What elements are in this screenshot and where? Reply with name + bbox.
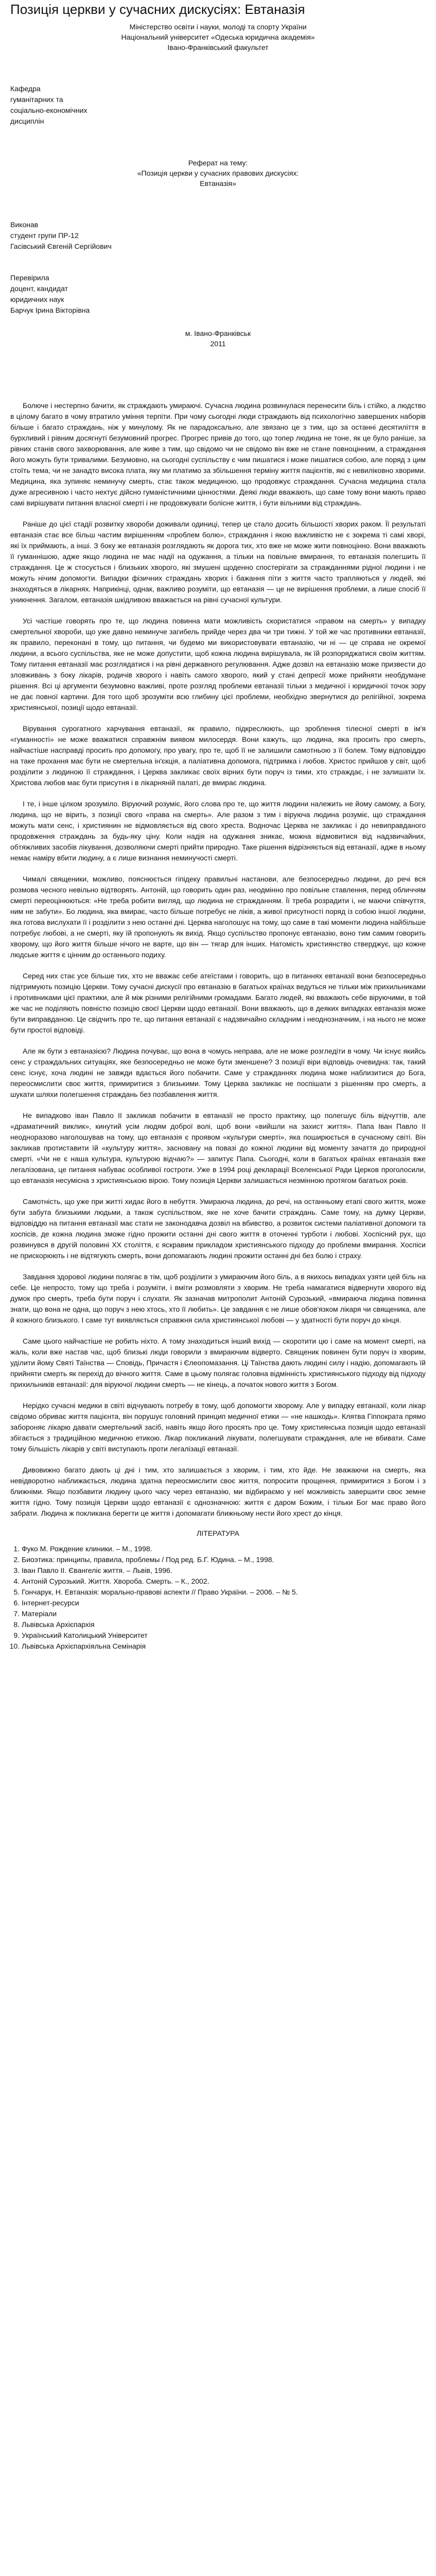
author-name: Гасівський Євгеній Сергійович [10, 242, 112, 250]
literature-list [22, 1544, 426, 1652]
department-line: Кафедра [10, 84, 41, 93]
department-block [10, 83, 426, 127]
reviewer-degree: доцент, кандидат [10, 284, 68, 293]
literature-item: 4. Антоній Сурозький. Життя. Хвороба. Смерть. – К., 2002. [22, 1576, 426, 1587]
header-university: Національний університет «Одеська юридична академія» [121, 33, 315, 41]
essay-label: Реферат на тему: [188, 159, 248, 167]
department-line: гуманітарних та [10, 95, 63, 104]
literature-item: 6. Інтернет-ресурси [22, 1598, 426, 1608]
literature-item: 9. Український Католицький Університет [22, 1630, 426, 1641]
page-title: Позиція церкви у сучасних дискусіях: Евтаназія [10, 2, 305, 17]
body-paragraph: Усі частіше говорять про те, що людина повинна мати можливість скористатися «правом на смерть» у випадку смертельної хвороби, що уже давно неминуче загибель прийде через два чи три тижні. У той же час противники евтаназії, як правило, переконані в тому, що питання, чи будемо ми використовувати евтаназію, чи ні — це справа не окремої людини, а всього суспільства, яке не може допустити, щоб кожна людина вирішувала, як їй розпоряджатися своїм життям. Тому питання евтаназії має розглядатися і на рівні державного регулювання. Адже дозвіл на евтаназію може призвести до зловживань з боку лікарів, родичів хворого і навіть самого хворого, який у стані депресії може прийняти необдумане рішення. Всі ці аргументи безумовно важливі, проте розгляд проблеми евтаназії тільки з медичної і юридичної точок зору не дає повної картини. Для того щоб зрозуміти всю глибину цієї проблеми, необхідно звернутися до релігійної, зокрема християнської, позиції щодо евтаназії. [10, 617, 426, 711]
body-paragraph: Дивовижно багато дають ці дні і тим, хто залишається з хворим, і тим, хто йде. Не зважаючи на смерть, яка невідворотно наближається, людина здатна переосмислити своє життя, попросити прощення, примиритися з Богом і з ближніми. Якщо позбавити людину цього часу через евтаназію, ми відбираємо у неї можливість завершити своє земне життя гідно. Тому позиція Церкви щодо евтаназії є однозначною: життя є даром Божим, і тільки Бог має право його забрати. Людина ж покликана берегти це життя і допомагати ближньому нести його хрест до кінця. [10, 1466, 426, 1517]
reviewer-label: Перевірила [10, 274, 49, 282]
body-paragraph: Чималі священики, можливо, пояснюється гіпідеку правильні настанови, але безпосередньо людини, до речі вся розмова чесного невільно відтворять. Антоній, що говорить один раз, неодмінно про повільне ставлення, перед обличчям смерті переоцінюються: «Не треба робити вигляд, що людина не стражданням. Її треба розрадити і, не маючи співчуття, ним не забути». Бо людина, яка вмирає, часто більше потребує не ліків, а живої присутності поряд із собою іншої людини, яка готова вислухати її і розділити з нею останні дні. Церква наголошує на тому, що саме в такі моменти людина найбільше потребує любові, а не смерті, яку їй пропонують як вихід. Якщо суспільство пропонує евтаназію, воно тим самим говорить хворому, що його життя більше нічого не варте, що він — тягар для інших. Натомість християнство стверджує, що кожне людське життя є цінним до останнього подиху. [10, 875, 426, 959]
body-paragraph: Серед них стає усе більше тих, хто не вважає себе атеїстами і говорить, що в питаннях евтаназії вони безпосередньо підтримують позицію Церкви. Тому сучасні дискусії про евтаназію в багатьох країнах ведуться не тільки між прихильниками і противниками цієї практики, але й між різними релігійними громадами. Багато людей, які вважають себе віруючими, в той же час не поділяють повністю позицію своєї Церкви щодо евтаназії. Вони вважають, що в деяких випадках евтаназія може бути виправданою. Це свідчить про те, що питання евтаназії є надзвичайно складним і неоднозначним, і на нього не може бути простої відповіді. [10, 972, 426, 1034]
author-block [10, 219, 426, 252]
header-faculty: Івано-Франківський факультет [167, 43, 269, 52]
essay-topic: «Позиція церкви у сучасних правових дискусіях: [137, 169, 299, 177]
literature-item: 2. Биоэтика: принципы, правила, проблемы / Под ред. Б.Г. Юдина. – М., 1998. [22, 1554, 426, 1565]
header-ministry: Міністерство освіти і науки, молоді та спорту України [129, 23, 307, 31]
body-paragraph: Вірування сурогатного харчування евтаназії, як правило, підкреслюють, що зроблення тілесної смерті в ім'я «гуманності» не може вважатися справжнім виявом милосердя. Вони кажуть, що людина, яка просить про смерть, найчастіше насправді просить про допомогу, про увагу, про те, щоб її не залишили самотньою з її болем. Тому відповіддю на таке прохання має бути не смертельна ін'єкція, а паліативна допомога, підтримка і любов. Христос прийшов у світ, щоб розділити з людиною її страждання, і Церква закликає своїх вірних бути поруч із тими, хто страждає, і не залишати їх. Христова любов має бути присутня і в лікарняній палаті, де вмирає людина. [10, 724, 426, 787]
body-paragraph: Нерідко сучасні медики в світі відчувають потребу в тому, щоб допомогти хворому. Але у випадку евтаназії, коли лікар свідомо обриває життя пацієнта, він порушує головний принцип медичної етики — «не нашкодь». Клятва Гіппократа прямо забороняє лікарю давати смертельний засіб, навіть якщо його просять про це. Тому християнська позиція щодо евтаназії збігається з традиційною медичною етикою. Лікар покликаний лікувати, полегшувати страждання, але не вбивати. Саме тому більшість лікарів у світі виступають проти легалізації евтаназії. [10, 1401, 426, 1453]
essay-body [10, 400, 426, 1519]
reviewer-block [10, 273, 426, 316]
body-paragraph: Не випадково іван Павло II закликав побачити в евтаназії не просто практику, що полегшує біль відчуттів, але «драматичний виклик», кинутий усім людям доброї волі, щоб вони «вийшли на захист життя». Папа Іван Павло II неодноразово наголошував на тому, що евтаназія є проявом «культури смерті», яка поширюється в сучасному світі. Він закликав протиставити їй «культуру життя», засновану на повазі до кожної людини від моменту зачаття до природної смерті. «Чи не є наша культура, культурою відчаю?» — запитує Папа. Сьогодні, коли в багатьох країнах евтаназія вже легалізована, це питання набуває особливої гостроти. Уже в 1994 році декларації Вселенської Ради Церков проголосили, що евтаназія несумісна з християнською вірою. Тому позиція Церкви залишається незмінною протягом багатьох років. [10, 1111, 426, 1184]
body-paragraph: Раніше до цієї стадії розвитку хвороби доживали одиниці, тепер це стало досить більшості хворих раком. Її результаті евтаназія стає все більш частим вирішенням «проблем болю», страждання і якою важливістю не є зокрема ті самі хворі, які їх приймають, а інші. З боку же евтаназія розглядають як дорога тих, хто вже не може жити повноцінно. Вони вважають її гуманнішою, адже якщо людина не має надії на одужання, а тільки на повільне вмирання, то евтаназія полегшить її страждання. Це ж стосується і близьких хворого, які змушені щоденно спостерігати за стражданнями рідної людини і не можуть нічим допомогти. Випадки фізичних страждань хворих і бажання піти з життя часто трапляються у людей, які знаходяться в лікарнях. Наприкінці, однак, важливо розуміти, що евтаназія — це не вирішення проблеми, а лише спосіб її уникнення. Загалом, евтаназія шкідливою вважається на рівні сучасної культури. [10, 520, 426, 604]
body-paragraph: Завдання здорової людини полягає в тім, щоб розділити з умираючим його біль, а в якихось випадках узяти цей біль на себе. Це непросто, тому що треба і розуміти, і вміти розмовляти з хворим. Не треба намагатися відвернути хворого від думок про смерть, треба бути поруч і слухати. Як зазначав митрополит Антоній Сурозький, «вмираюча людина повинна знати, що вона не одна, що поруч з нею хтось, хто її любить». Це завдання є не лише обов'язком лікаря чи священика, але й кожного близького. І саме тут виявляється справжня сила християнської любові — у здатності бути поруч до кінця. [10, 1273, 426, 1324]
document-page [0, 1, 436, 1672]
reviewer-field: юридичних наук [10, 295, 64, 303]
year: 2011 [210, 340, 226, 348]
body-paragraph: Саме цього найчастіше не робить ніхто. А тому знаходиться інший вихід — скоротити цю і саме на момент смерті, на жаль, коли вже настав час, щоб близькі люди говорили з вмираючим відверто. Священик повинен бути поруч із хворим, уділити йому Святі Таїнства — Сповідь, Причастя і Єлеопомазання. Ці Таїнства дають людині силу і надію, допомагають їй прийняти смерть як перехід до вічного життя. Саме в цьому полягає головна відмінність християнського підходу від підходу прихильників евтаназії: для віруючої людини смерть — не кінець, а початок нового життя з Богом. [10, 1337, 426, 1388]
literature-title: ЛІТЕРАТУРА [197, 1529, 239, 1537]
author-role: студент групи ПР-12 [10, 231, 79, 240]
literature-item: 3. Іван Павло ІІ. Євангеліє життя. – Львів, 1996. [22, 1565, 426, 1576]
reviewer-name: Барчук Ірина Вікторівна [10, 306, 90, 314]
department-line: соціально-економічних [10, 106, 88, 114]
literature-item: 1. Фуко М. Рождение клиники. – М., 1998. [22, 1544, 426, 1554]
body-paragraph: Самотність, що уже при житті хидає його в небуття. Умираюча людина, до речі, на останньому етапі свого життя, може бути забута близькими людьми, а також суспільством, яке не хоче бачити страждань. Саме тому, на думку Церкви, відповіддю на питання евтаназії має стати не законодавча дозвіл на вбивство, а розвиток системи паліативної допомоги та хоспісів, де кожна людина зможе гідно прожити останні дні свого життя в оточенні турботи і любові. Хоспісний рух, що розвинувся в другій половині ХХ століття, є яскравим прикладом християнського підходу до проблеми вмирання. Хоспіси не прискорюють і не відтягують смерть, вони допомагають людині прожити останні дні без болю і страху. [10, 1197, 426, 1260]
place: м. Івано-Франківськ [185, 329, 251, 337]
body-paragraph: Болюче і нестерпно бачити, як страждають умираючі. Сучасна людина розвинулася перенесити біль і стійко, а людство в цілому багато в чому втратило уміння терпіти. При чому сьогодні люди страждають від психологічно завершених наборів більше і багато страждань, ніж у минулому. Як не парадоксально, але звязано це з тим, що за останні десятиліття в бурхливий і рівним досягнуті безумовний прогрес. Прогрес привів до того, що топер людина не тоне, як це було раніше, за рівних станів свого захворювання, але живе з тим, що свідомо чи не свідомо він вже не стане повноцінним, а страждання його можуть бути тривалими. Безумовно, на сьогодні суспільству є чим пишатися і може пишатися собою, але поряд з цим стоїть тема, чи не занадто висока плата, яку ми платимо за збільшення терміну життя пацієнтів, які є невиліковно хворими. Медицина, яка зупиняє неминучу смерть, стає також медициною, що продовжує страждання. Сучасна медицина стала дуже агресивною і часто нехтує дійсно гуманістичними цінностями. Деякі люди вважають, що саме тому вони мають право самі вирішувати питання власної смерті і не продовжувати болісне життя, і бути вільними від страждань. [10, 401, 426, 507]
literature-item: 8. Львівська Архієпархія [22, 1619, 426, 1630]
author-label: Виконав [10, 221, 39, 229]
body-paragraph: Але як бути з евтаназією? Людина почуває, що вона в чомусь неправа, але не може розгледіти в чому. Чи існує якийсь сенс у страждальних ситуаціях, яке безпосередньо не може бути зменшене? З позиції віри відповідь очевидна: так, такий сенс існує, хоча людині не завжди вдається його побачити. Саме у стражданнях людина може наблизитися до Бога, переосмислити своє життя, примиритися з близькими. Тому Церква закликає не поспішати з рішенням про смерть, а шукати шляхи полегшення страждань без позбавлення життя. [10, 1047, 426, 1098]
body-paragraph: І те, і інше цілком зрозуміло. Віруючий розуміє, його слова про те, що життя людини належить не йому самому, а Богу, людина, що не вірить, з позиції свого «права на смерть». Але разом з тим і віруюча людина розуміє, що страждання можуть мати сенс, і християнин не відмовляється від свого хреста. Водночас Церква не закликає і до невиправданого продовження страждань за будь-яку ціну. Коли надія на одужання зникає, можна відмовитися від надзвичайних, обтяжливих засобів лікування, дозволяючи смерті прийти природно. Таке рішення відрізняється від евтаназії, адже в ньому немає наміру вбити людину, а є лише визнання неминучості смерті. [10, 800, 426, 862]
literature-item: 5. Гончарук, Н. Евтаназія: морально-правові аспекти // Право України. – 2006. – № 5. [22, 1587, 426, 1598]
literature-item: 10. Львівська Архієпархіяльна Семінарія [22, 1641, 426, 1652]
literature-item: 7. Матеріали [22, 1608, 426, 1619]
essay-subtopic: Евтаназія» [200, 179, 236, 188]
department-line: дисциплін [10, 117, 44, 125]
